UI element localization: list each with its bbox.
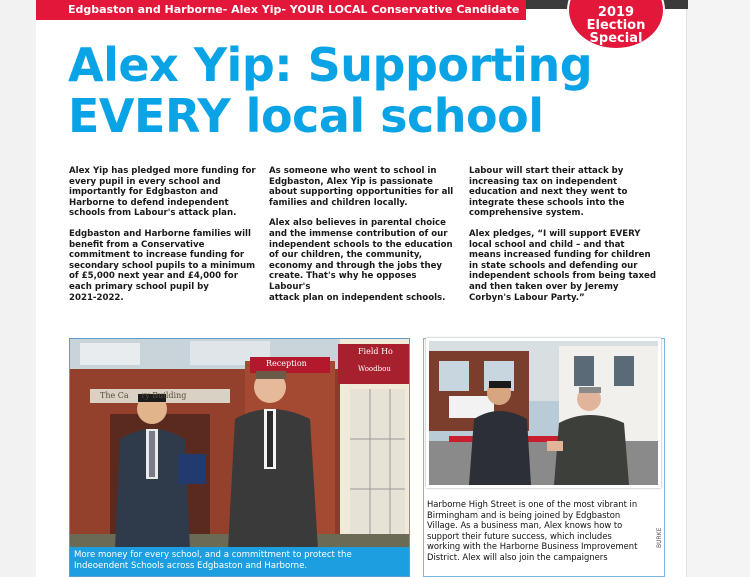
text-line: schools from Labour's attack plan. — [69, 208, 237, 219]
article-column-2 — [269, 166, 457, 313]
reception-sign: Reception — [266, 359, 307, 368]
text-line: Edgbaston and Harborne families will — [69, 228, 251, 239]
caption-line: Birmingham and is being joined by Edgbaston — [427, 509, 621, 520]
text-line: benefit from a Conservative — [69, 239, 205, 250]
text-line: in state schools and defending our — [469, 260, 638, 271]
caption-line: support their future success, which includes — [427, 530, 612, 541]
text-line: 2021-2022. — [69, 292, 124, 303]
text-line: Alex Yip has pledged more funding for — [69, 166, 256, 176]
badge-year: 2019 — [597, 5, 635, 20]
badge-special: Special — [589, 31, 643, 46]
text-line: Alex pledges, “I will support EVERY — [469, 228, 641, 239]
text-line: and the immense contribution of our — [269, 228, 448, 239]
caption-line: working with the Harborne Business Improvement — [427, 541, 638, 552]
page-right-margin — [686, 0, 750, 577]
text-line: families and children locally. — [269, 197, 408, 208]
text-line: increasing tax on independent — [469, 176, 618, 187]
text-line: every pupil in every school and — [69, 176, 221, 187]
article-column-1 — [69, 166, 257, 313]
headline-line-2: EVERY local school — [68, 89, 544, 143]
text-line: economy and through the jobs they — [269, 260, 443, 271]
caption-line: Village. As a business man, Alex knows how to — [427, 520, 623, 531]
text-line: of £5,000 next year and £4,000 for — [69, 271, 238, 282]
caption-line: Harborne High Street is one of the most vibrant in — [427, 499, 638, 509]
paragraph — [269, 166, 457, 208]
text-line: education and next they went to — [469, 187, 628, 198]
photo-credit: BURKE — [656, 527, 663, 548]
headline-line-1: Alex Yip: Supporting — [68, 38, 593, 92]
photo2-caption — [427, 499, 663, 563]
text-line: comprehensive system. — [469, 208, 584, 219]
text-line: Labour will start their attack by — [469, 166, 624, 176]
caption-line: Indeoendent Schools across Edgbaston and Harborne. — [74, 561, 308, 571]
text-line: importantly for Edgbaston and — [69, 187, 219, 198]
candidate-banner: Edgbaston and Harborne- Alex Yip- YOUR LOCAL Conservative Candidate — [36, 0, 526, 20]
high-street-photo — [426, 338, 661, 488]
school-scene-illustration — [70, 339, 410, 577]
text-line: local school and child – and that — [469, 239, 625, 250]
text-line: and then taken over by Jeremy — [469, 281, 619, 292]
paragraph — [469, 166, 661, 219]
text-line: Corbyn's Labour Party.” — [469, 292, 585, 303]
caption-line: District. Alex will also join the campaigners — [427, 551, 608, 562]
high-street-illustration — [429, 341, 658, 485]
text-line: Harborne to defend independent — [69, 197, 229, 208]
text-line: attack plan on independent schools. — [269, 292, 446, 303]
paragraph — [269, 218, 457, 303]
text-line: each primary school pupil by — [69, 281, 209, 292]
article-column-3 — [469, 166, 661, 313]
text-line: commitment to increase funding for — [69, 250, 245, 261]
text-line: independent schools to the education — [269, 239, 453, 250]
text-line: secondary school pupils to a minimum — [69, 260, 256, 271]
text-line: independent schools from being taxed — [469, 271, 656, 282]
woodbourne-sign: Woodbou — [358, 365, 391, 373]
text-line: As someone who went to school in — [269, 166, 437, 176]
paragraph — [69, 229, 257, 303]
page-left-margin — [0, 0, 36, 577]
building-sign: The Ca ry Building — [100, 391, 187, 400]
school-visit-photo — [69, 338, 410, 577]
text-line: means increased funding for children — [469, 250, 651, 261]
photo1-caption — [70, 547, 410, 577]
paragraph — [469, 229, 661, 303]
badge-election: Election — [586, 18, 646, 33]
text-line: integrate these schools into the — [469, 197, 625, 208]
text-line: Edgbaston, Alex Yip is passionate — [269, 176, 433, 187]
headline — [68, 40, 668, 142]
caption-line: More money for every school, and a committment to protect the — [74, 550, 352, 560]
text-line: create. That's why he opposes Labour's — [269, 271, 417, 292]
paragraph — [69, 166, 257, 219]
text-line: Alex also believes in parental choice — [269, 218, 446, 229]
field-house-sign: Field Ho — [358, 347, 393, 356]
text-line: about supporting opportunities for all — [269, 187, 454, 198]
text-line: of our children, the community, — [269, 250, 423, 261]
